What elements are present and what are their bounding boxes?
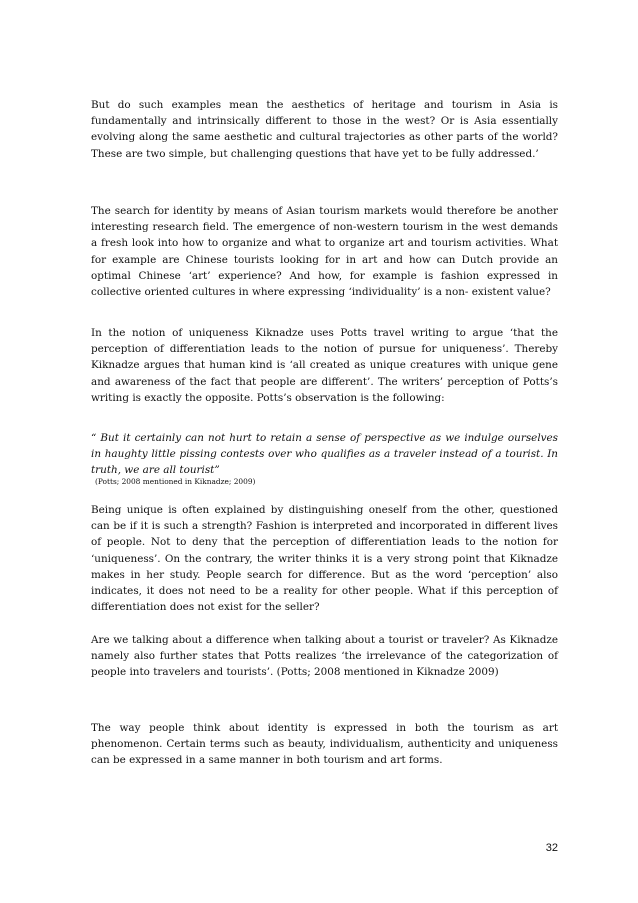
paragraph-tourist-traveler: Are we talking about a difference when talking about a tourist or traveler? As Kiknadze namely also further states that Potts realizes ‘the irrelevance of the categorization of people into travelers and tourists’. (Potts; 2008 mentioned in Kiknadze 2009): [91, 634, 558, 679]
paragraph-being-unique: Being unique is often explained by distinguishing oneself from the other, questioned can be if it is such a strength? Fashion is interpreted and incorporated in different lives of people. Not to deny that the perception of differentiation leads to the notion for ‘uniqueness’. On the contrary, the writer thinks it is a very strong point that Kiknadze makes in her study. People search for difference. But as the word ‘perception’ also indicates, it does not need to be a reality for other people. What if this perception of differentiation does not exist for the seller?: [91, 504, 558, 614]
paragraph-identity-expression: The way people think about identity is expressed in both the tourism as art phenomenon. Certain terms such as beauty, individualism, authenticity and uniqueness can be expressed in a same manner in both tourism and art forms.: [91, 722, 558, 767]
page-number: 32: [545, 842, 558, 854]
block-quote: “ But it certainly can not hurt to retain a sense of perspective as we indulge ourselves in haughty little pissing contests over who qualifies as a traveler instead of a tourist. In truth, we are all tourist”: [91, 432, 558, 477]
paragraph-uniqueness-notion: In the notion of uniqueness Kiknadze uses Potts travel writing to argue ‘that the perception of differentiation leads to the notion of pursue for uniqueness’. Thereby Kiknadze argues that human kind is ‘all created as unique creatures with unique gene and awareness of the fact that people are different’. The writers’ perception of Potts’s writing is exactly the opposite. Potts’s observation is the following:: [91, 327, 558, 404]
paragraph-heritage-question: But do such examples mean the aesthetics of heritage and tourism in Asia is fundamentally and intrinsically different to those in the west? Or is Asia essentially evolving along the same aesthetic and cultural trajectories as other parts of the world? These are two simple, but challenging questions that have yet to be fully addressed.’: [91, 99, 558, 160]
paragraph-identity-search: The search for identity by means of Asian tourism markets would therefore be another interesting research field. The emergence of non-western tourism in the west demands a fresh look into how to organize and what to organize art and tourism activities. What for example are Chinese tourists looking for in art and how can Dutch provide an optimal Chinese ‘art’ experience? And how, for example is fashion expressed in collective oriented cultures in where expressing ‘individuality’ is a non- existent value?: [91, 205, 558, 299]
quote-citation: (Potts; 2008 mentioned in Kiknadze; 2009): [95, 477, 256, 486]
